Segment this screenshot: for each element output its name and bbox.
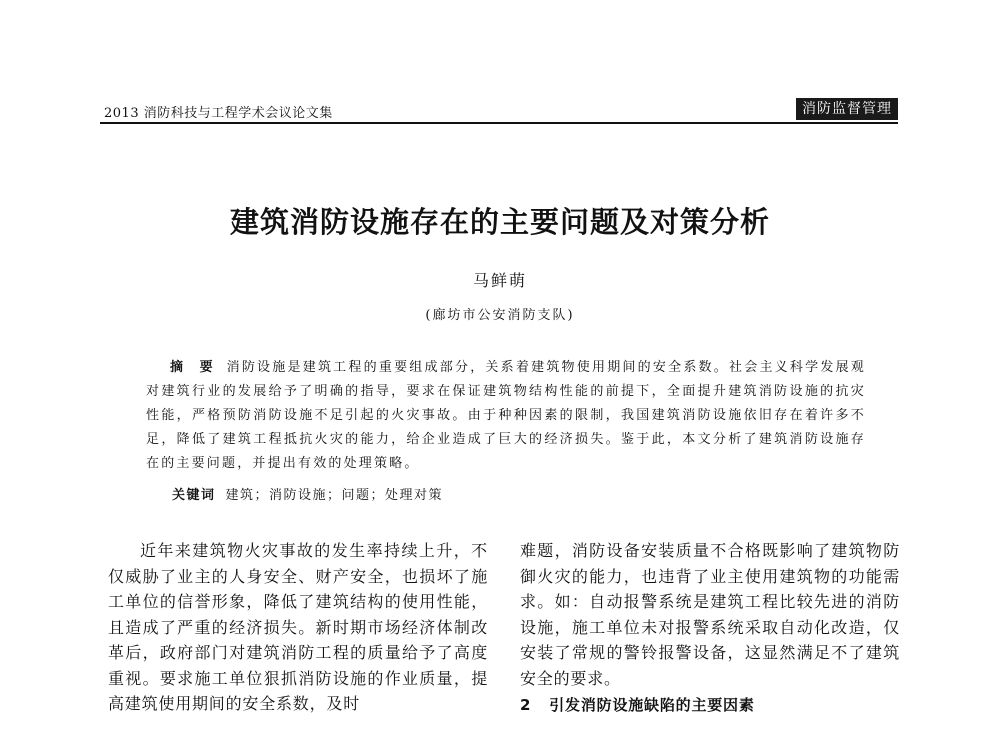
- keywords-text: 建筑；消防设施；问题；处理对策: [225, 488, 444, 503]
- author-affiliation: (廊坊市公安消防支队): [425, 308, 575, 323]
- proceedings-title: 2013 消防科技与工程学术会议论文集: [104, 106, 333, 121]
- section-heading: [520, 693, 900, 719]
- keywords-label: 关键词: [172, 488, 216, 503]
- body-column-right: [520, 538, 900, 719]
- article-title: 建筑消防设施存在的主要问题及对策分析: [229, 205, 770, 239]
- body-paragraph-continued: 难题，消防设备安装质量不合格既影响了建筑物防御火灾的能力，也违背了业主使用建筑物的功能需求。如：自动报警系统是建筑工程比较先进的消防设施，施工单位未对报警系统采取自动化改造，仅安装了常规的警铃报警设备，这显然满足不了建筑安全的要求。: [520, 541, 900, 688]
- section-number: 2: [520, 696, 532, 714]
- section-tag: 消防监督管理: [796, 98, 898, 120]
- abstract-label: 摘 要: [170, 360, 219, 375]
- abstract-text: 消防设施是建筑工程的重要组成部分，关系着建筑物使用期间的安全系数。社会主义科学发展观对建筑行业的发展给予了明确的指导，要求在保证建筑物结构性能的前提下，全面提升建筑消防设施的抗灾性能，严格预防消防设施不足引起的火灾事故。由于种种因素的限制，我国建筑消防设施依旧存在着许多不足，降低了建筑工程抵抗火灾的能力，给企业造成了巨大的经济损失。鉴于此，本文分析了建筑消防设施存在的主要问题，并提出有效的处理策略。: [146, 360, 866, 471]
- section-title: 引发消防设施缺陷的主要因素: [549, 696, 755, 714]
- author-name: 马鲜萌: [472, 271, 527, 290]
- body-paragraph: 近年来建筑物火灾事故的发生率持续上升，不仅威胁了业主的人身安全、财产安全，也损坏了施工单位的信誉形象，降低了建筑结构的使用性能，且造成了严重的经济损失。新时期市场经济体制改革后，政府部门对建筑消防工程的质量给予了高度重视。要求施工单位狠抓消防设施的作业质量，提高建筑使用期间的安全系数，及时: [108, 541, 488, 713]
- body-column-left: [108, 538, 488, 717]
- running-header: [100, 100, 898, 124]
- abstract: [146, 356, 866, 476]
- keywords: [172, 484, 862, 503]
